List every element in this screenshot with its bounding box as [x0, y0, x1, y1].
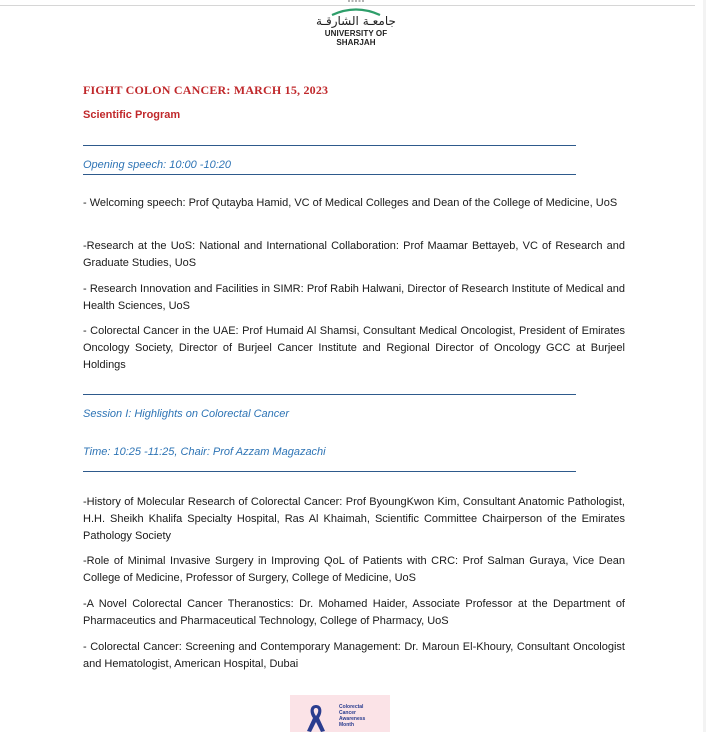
- awareness-line: Cancer: [339, 710, 356, 716]
- awareness-month-image: [290, 695, 390, 732]
- program-item: - Welcoming speech: Prof Qutayba Hamid, VC of Medical Colleges and Dean of the College of Medicine, UoS: [83, 197, 618, 209]
- program-item: - Research Innovation and Facilities in SIMR: Prof Rabih Halwani, Director of Research Institute of Medical and Health Sciences, UoS: [83, 283, 625, 312]
- session-1-time: Time: 10:25 -11:25, Chair: Prof Azzam Magazachi: [83, 446, 326, 458]
- section-rule: [83, 394, 576, 395]
- section-rule: [83, 145, 576, 146]
- program-item: -A Novel Colorectal Cancer Theranostics: Dr. Mohamed Haider, Associate Professor at the Department of Pharmaceutics and Pharmaceutical Technology, College of Pharmacy, UoS: [83, 598, 625, 627]
- awareness-line: Month: [339, 722, 354, 728]
- logo-english-text: UNIVERSITY OF SHARJAH: [324, 29, 388, 47]
- program-item: -Research at the UoS: National and International Collaboration: Prof Maamar Bettayeb, VC of Research and Graduate Studies, UoS: [83, 240, 625, 269]
- section-rule: [83, 471, 576, 472]
- awareness-line: Colorectal: [339, 704, 364, 710]
- document-title: FIGHT COLON CANCER: MARCH 15, 2023: [83, 83, 329, 97]
- logo-arabic-text: جامعـة الشارقـة: [316, 14, 396, 28]
- university-logo: [305, 0, 407, 47]
- session-1-heading: Session I: Highlights on Colorectal Cancer: [83, 408, 290, 420]
- section-rule: [83, 174, 576, 175]
- program-item: - Colorectal Cancer: Screening and Contemporary Management: Dr. Maroun El-Khoury, Consultant Oncologist and Hematologist, American Hospital, Dubai: [83, 641, 625, 670]
- program-item: - Colorectal Cancer in the UAE: Prof Humaid Al Shamsi, Consultant Medical Oncologist, President of Emirates Oncology Society, Director of Burjeel Cancer Institute and Regional Director of Oncology GCC at Burjeel Holdings: [83, 325, 625, 371]
- awareness-line: Awareness: [339, 716, 366, 722]
- program-item: -Role of Minimal Invasive Surgery in Improving QoL of Patients with CRC: Prof Salman Guraya, Vice Dean College of Medicine, Professor of Surgery, College of Medicine, UoS: [83, 555, 625, 584]
- awareness-text: [339, 704, 365, 728]
- program-item: -History of Molecular Research of Colorectal Cancer: Prof ByoungKwon Kim, Consultant Anatomic Pathologist, H.H. Sheikh Khalifa Specialty Hospital, Ras Al Khaimah, Scientific Committee Chairperson of the Emirates Pathology Society: [83, 496, 625, 542]
- awareness-ribbon-icon: [303, 703, 329, 732]
- document-subtitle: Scientific Program: [83, 109, 181, 121]
- opening-speech-heading: Opening speech: 10:00 -10:20: [83, 159, 232, 171]
